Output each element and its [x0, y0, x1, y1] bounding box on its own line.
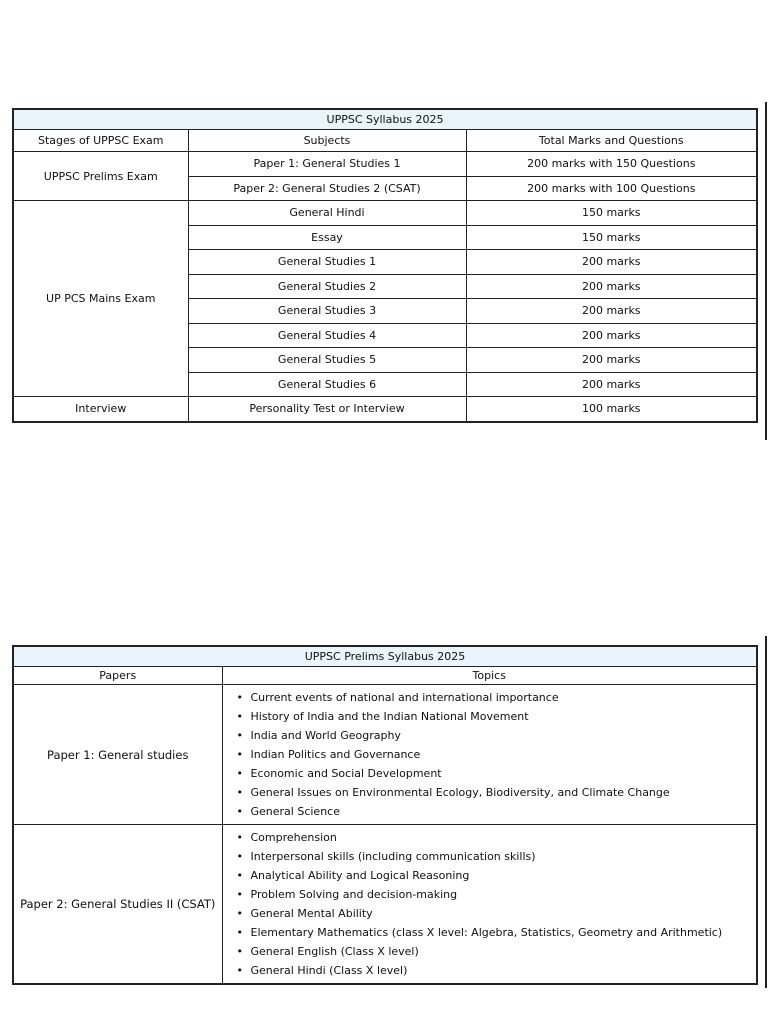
- list-item: • Analytical Ability and Logical Reasoning: [251, 866, 757, 885]
- marks-cell: 200 marks: [466, 299, 757, 324]
- bullet-icon: •: [236, 907, 243, 920]
- header-subjects: Subjects: [188, 130, 466, 152]
- bullet-icon: •: [236, 926, 243, 939]
- topic-list: [223, 685, 757, 824]
- subject-cell: General Studies 3: [188, 299, 466, 324]
- topic-list: [223, 825, 757, 983]
- marks-cell: 200 marks: [466, 323, 757, 348]
- list-item: • India and World Geography: [251, 726, 757, 745]
- marks-cell: 200 marks: [466, 348, 757, 373]
- bullet-icon: •: [236, 729, 243, 742]
- list-item: • Indian Politics and Governance: [251, 745, 757, 764]
- paper-1-topics: [222, 685, 757, 825]
- list-item: • General Issues on Environmental Ecology, Biodiversity, and Climate Change: [251, 783, 757, 802]
- list-item: • General Hindi (Class X level): [251, 961, 757, 980]
- subject-cell: Paper 2: General Studies 2 (CSAT): [188, 176, 466, 201]
- bullet-icon: •: [236, 945, 243, 958]
- syllabus-table-title: UPPSC Syllabus 2025: [13, 109, 757, 130]
- list-item: • General Science: [251, 802, 757, 821]
- bullet-icon: •: [236, 786, 243, 799]
- bullet-icon: •: [236, 964, 243, 977]
- list-item: • Interpersonal skills (including communication skills): [251, 847, 757, 866]
- header-stages: Stages of UPPSC Exam: [13, 130, 188, 152]
- prelims-table-title: UPPSC Prelims Syllabus 2025: [13, 646, 757, 667]
- uppsc-syllabus-table: [12, 108, 758, 423]
- table-row: [13, 685, 757, 825]
- marks-cell: 200 marks with 100 Questions: [466, 176, 757, 201]
- bullet-icon: •: [236, 691, 243, 704]
- table-row: [13, 825, 757, 985]
- subject-cell: General Studies 6: [188, 372, 466, 397]
- subject-cell: General Studies 4: [188, 323, 466, 348]
- bullet-icon: •: [236, 850, 243, 863]
- list-item: • Elementary Mathematics (class X level: Algebra, Statistics, Geometry and Arithmetic): [251, 923, 757, 942]
- table-row: [13, 397, 757, 422]
- table-row: [13, 152, 757, 177]
- paper-2-topics: [222, 825, 757, 985]
- table-row: [13, 201, 757, 226]
- marks-cell: 150 marks: [466, 225, 757, 250]
- subject-cell: Paper 1: General Studies 1: [188, 152, 466, 177]
- paper-2-name: Paper 2: General Studies II (CSAT): [13, 825, 222, 985]
- subject-cell: Essay: [188, 225, 466, 250]
- marks-cell: 200 marks: [466, 274, 757, 299]
- list-item: • Problem Solving and decision-making: [251, 885, 757, 904]
- bullet-icon: •: [236, 831, 243, 844]
- list-item: • General Mental Ability: [251, 904, 757, 923]
- marks-cell: 200 marks: [466, 250, 757, 275]
- bullet-icon: •: [236, 869, 243, 882]
- subject-cell: General Studies 2: [188, 274, 466, 299]
- marks-cell: 200 marks with 150 Questions: [466, 152, 757, 177]
- marks-cell: 100 marks: [466, 397, 757, 422]
- bullet-icon: •: [236, 805, 243, 818]
- list-item: • Current events of national and international importance: [251, 688, 757, 707]
- bullet-icon: •: [236, 888, 243, 901]
- bullet-icon: •: [236, 748, 243, 761]
- marks-cell: 150 marks: [466, 201, 757, 226]
- list-item: • General English (Class X level): [251, 942, 757, 961]
- bullet-icon: •: [236, 767, 243, 780]
- list-item: • History of India and the Indian National Movement: [251, 707, 757, 726]
- paper-1-name: Paper 1: General studies: [13, 685, 222, 825]
- header-total-marks: Total Marks and Questions: [466, 130, 757, 152]
- marks-cell: 200 marks: [466, 372, 757, 397]
- bullet-icon: •: [236, 710, 243, 723]
- stage-mains: UP PCS Mains Exam: [13, 201, 188, 397]
- page-edge-line-top: [765, 102, 767, 440]
- stage-interview: Interview: [13, 397, 188, 422]
- list-item: • Economic and Social Development: [251, 764, 757, 783]
- subject-cell: General Hindi: [188, 201, 466, 226]
- subject-cell: Personality Test or Interview: [188, 397, 466, 422]
- list-item: • Comprehension: [251, 828, 757, 847]
- subject-cell: General Studies 1: [188, 250, 466, 275]
- stage-prelims: UPPSC Prelims Exam: [13, 152, 188, 201]
- subject-cell: General Studies 5: [188, 348, 466, 373]
- header-papers: Papers: [13, 667, 222, 685]
- uppsc-prelims-syllabus-table: [12, 645, 758, 985]
- header-topics: Topics: [222, 667, 757, 685]
- page-edge-line-bottom: [765, 636, 767, 988]
